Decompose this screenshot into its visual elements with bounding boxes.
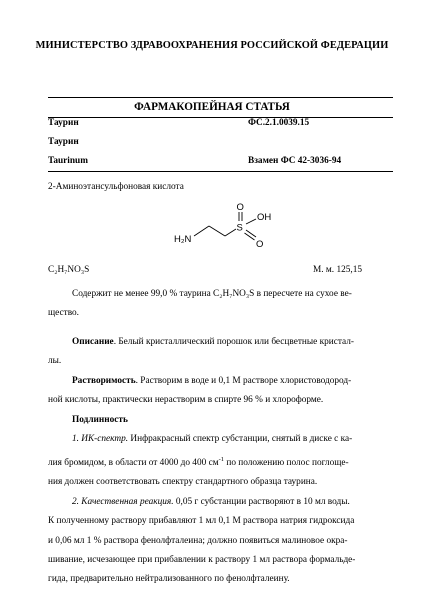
- authenticity-heading: Подлинность: [72, 415, 128, 425]
- description-text-1: . Белый кристаллический порошок или бесцветные кристал-: [113, 337, 354, 347]
- solubility-text-1: . Растворим в воде и 0,1 М растворе хлористоводород-: [135, 376, 352, 386]
- solubility-paragraph: [48, 372, 393, 411]
- content-line-2: щество.: [48, 308, 80, 319]
- ir-text-2-sup: -1: [218, 455, 225, 463]
- molecular-mass: М. м. 125,15: [313, 265, 363, 275]
- qual-text-4: шивание, исчезающее при прибавлении к раствору 1 мл раствора формальде-: [48, 554, 356, 565]
- bond-n-c1: [194, 226, 209, 236]
- bond-s-o-bottom-2: [245, 233, 255, 240]
- oxygen-top-label: O: [236, 202, 244, 213]
- structural-formula: [168, 200, 308, 256]
- ir-text-2b: по положению полос поглоще-: [224, 457, 349, 468]
- bond-s-oh: [246, 219, 256, 224]
- ministry-title: МИНИСТЕРСТВО ЗДРАВООХРАНЕНИЯ РОССИЙСКОЙ ФЕДЕРАЦИИ: [35, 40, 389, 51]
- description-heading: Описание: [72, 337, 114, 347]
- hydroxyl-label: OH: [257, 212, 272, 223]
- qual-text-2: К полученному раствору прибавляют 1 мл 0,1 М раствора натрия гидроксида: [48, 516, 355, 527]
- sulfur-label: S: [236, 222, 243, 234]
- qual-text-3: и 0,06 мл 1 % раствора фенолфталеина; должно появиться малиновое окра-: [48, 535, 348, 546]
- header-rule-bottom: [48, 117, 393, 118]
- name-russian: Таурин: [48, 118, 79, 128]
- amine-label: H₂N: [174, 234, 192, 245]
- ir-text-1: Инфракрасный спектр субстанции, снятый в диске с ка-: [128, 434, 353, 445]
- bond-c1-c2: [209, 226, 225, 236]
- molecular-formula: C₂H₇NO₃S: [48, 265, 90, 275]
- header-rule-top: [48, 97, 393, 98]
- bond-c2-s: [225, 229, 236, 236]
- solubility-text-2: ной кислоты, практически нерастворим в спирте 96 % и хлороформе.: [48, 395, 324, 406]
- ir-label: 1. ИК-спектр.: [72, 434, 129, 445]
- authenticity-section: [48, 411, 393, 590]
- solubility-heading: Растворимость: [72, 376, 136, 386]
- content-line-1: Содержит не менее 99,0 % таурина C₂H₇NO₃S в пересчете на сухое ве-: [72, 289, 352, 299]
- name-latin: Taurinum: [48, 156, 88, 166]
- qual-label: 2. Качественная реакция.: [72, 496, 174, 507]
- replaces-note: Взамен ФС 42-3036-94: [248, 156, 342, 166]
- article-type-title: ФАРМАКОПЕЙНАЯ СТАТЬЯ: [134, 101, 290, 113]
- bond-s-o-bottom-1: [246, 230, 256, 237]
- qual-text-1: 0,05 г субстанции растворяют в 10 мл воды.: [173, 496, 350, 507]
- ir-text-3: ния должен соответствовать спектру стандартного образца таурина.: [48, 477, 318, 488]
- ir-text-2a: лия бромидом, в области от 4000 до 400 см: [48, 457, 219, 468]
- content-paragraph: [48, 285, 393, 324]
- names-rule: [48, 171, 393, 172]
- name-russian-secondary: Таурин: [48, 137, 79, 147]
- fs-number: ФС.2.1.0039.15: [248, 118, 310, 128]
- chemical-name: 2-Аминоэтансульфоновая кислота: [48, 182, 184, 192]
- description-text-2: лы.: [48, 356, 62, 367]
- qual-text-5: гида, предварительно нейтрализованного по фенолфталеину.: [48, 574, 290, 585]
- oxygen-bottom-label: O: [256, 239, 264, 250]
- description-paragraph: [48, 333, 393, 372]
